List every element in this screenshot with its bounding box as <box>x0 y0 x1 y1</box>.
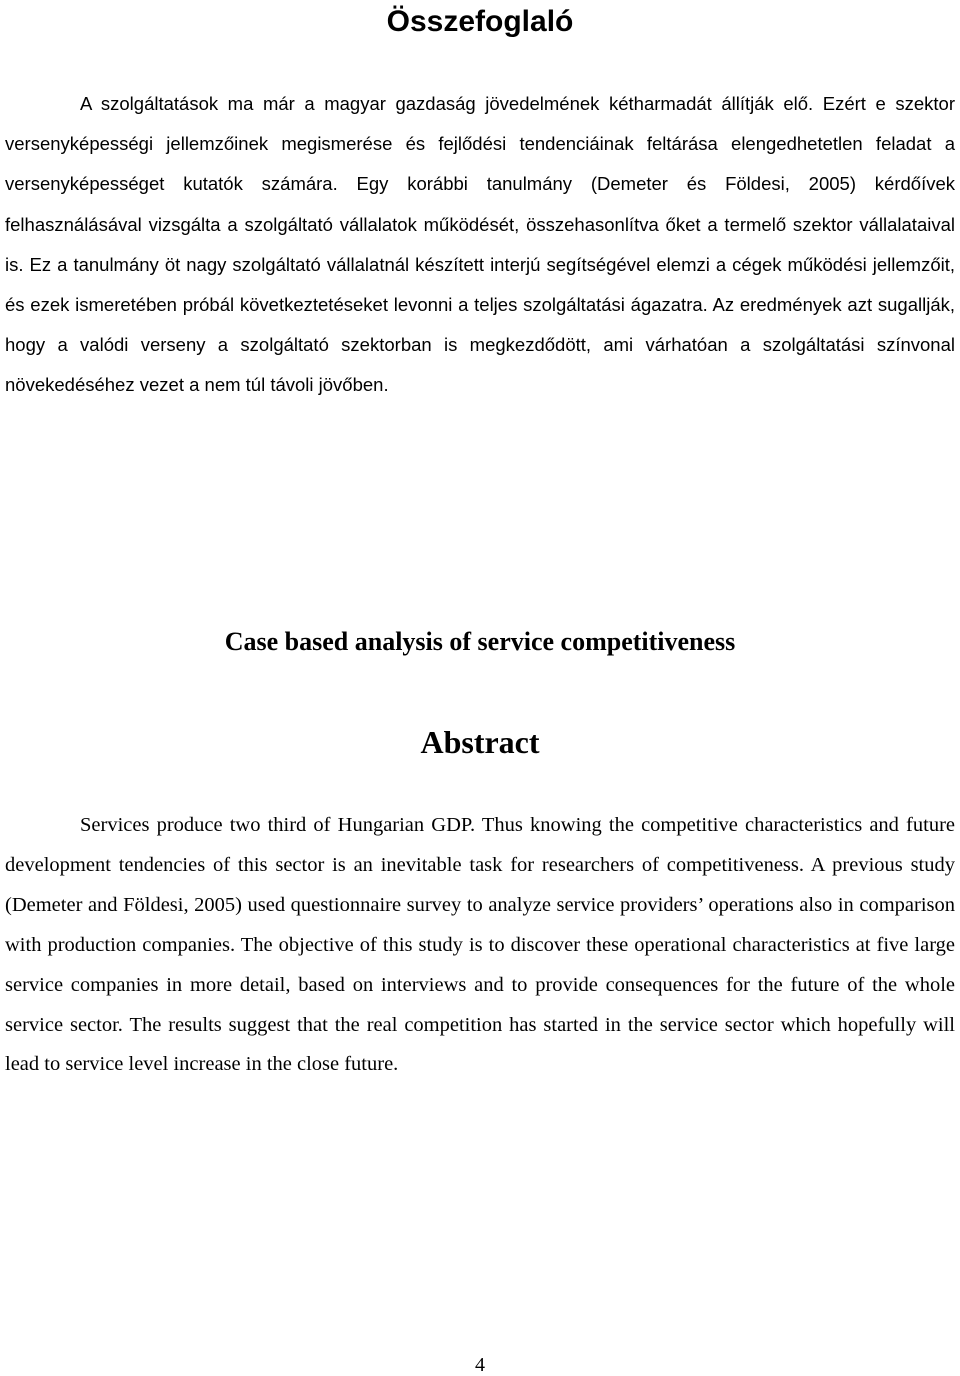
page-number: 4 <box>475 1354 485 1376</box>
abstract-paragraph: Services produce two third of Hungarian GDP. Thus knowing the competitive characteristics and future development tendencies of this sector is an inevitable task for researchers of competitiveness. A previous study (Demeter and Földesi, 2005) used questionnaire survey to analyze service providers’ operations also in comparison with production companies. The objective of this study is to discover these operational characteristics at five large service companies in more detail, based on interviews and to provide consequences for the future of the whole service sector. The results suggest that the real competition has started in the service sector which hopefully will lead to service level increase in the close future. <box>5 814 955 1076</box>
summary-title: Összefoglaló <box>386 5 574 38</box>
abstract-heading: Abstract <box>420 724 540 760</box>
summary-paragraph: A szolgáltatások ma már a magyar gazdaság jövedelmének kétharmadát állítják elő. Ezért e szektor versenyképességi jellemzőinek megismerése és fejlődési tendenciáinak feltárása elengedhetetlen feladat a versenyképességet kutatók számára. Egy korábbi tanulmány (Demeter és Földesi, 2005) kérdőívek felhasználásával vizsgálta a szolgáltató vállalatok működését, összehasonlítva őket a termelő szektor vállalataival is. Ez a tanulmány öt nagy szolgáltató vállalatnál készített interjú segítségével elemzi a cégek működési jellemzőit, és ezek ismeretében próbál következtetéseket levonni a teljes szolgáltatási ágazatra. Az eredmények azt sugallják, hogy a valódi verseny a szolgáltató szektorban is megkezdődött, ami várhatóan a szolgáltatási színvonal növekedéséhez vezet a nem túl távoli jövőben. <box>5 93 955 396</box>
paper-title: Case based analysis of service competitiveness <box>224 627 736 656</box>
